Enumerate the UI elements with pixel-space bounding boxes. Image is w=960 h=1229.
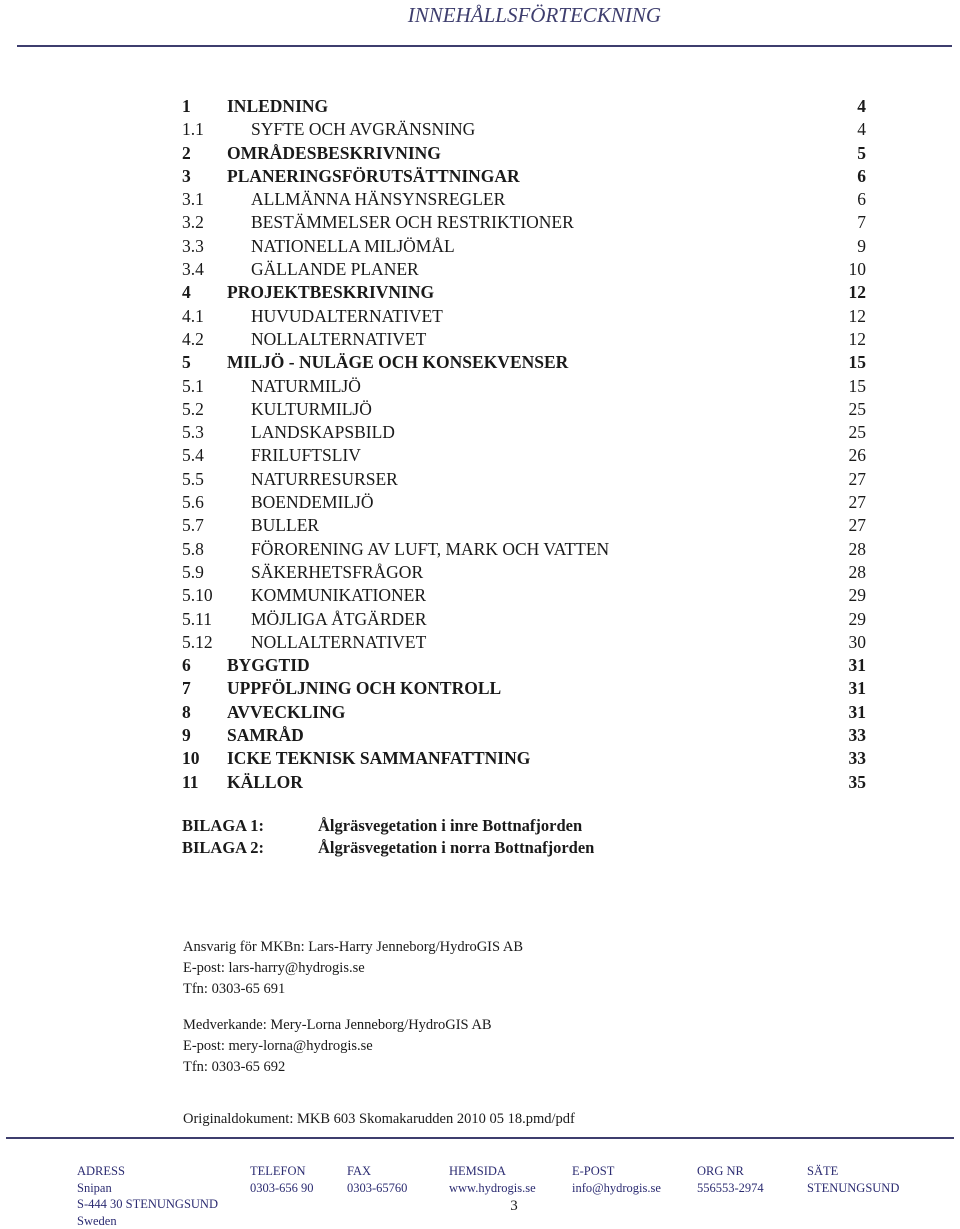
toc-entry-title: HUVUDALTERNATIVET — [251, 305, 443, 328]
toc-entry-page: 12 — [849, 328, 867, 351]
toc-entry[interactable] — [182, 468, 872, 491]
responsible-email: E-post: lars-harry@hydrogis.se — [183, 958, 683, 979]
toc-entry-number: 5.10 — [182, 584, 213, 607]
original-document-note: Originaldokument: MKB 603 Skomakarudden 2010 05 18.pmd/pdf — [183, 1109, 783, 1130]
footer-address-label: ADRESS — [77, 1163, 218, 1180]
toc-entry-page: 28 — [849, 538, 867, 561]
toc-entry-page: 29 — [849, 584, 867, 607]
footer-website — [449, 1163, 536, 1196]
toc-entry[interactable] — [182, 188, 872, 211]
toc-entry-page: 27 — [849, 514, 867, 537]
responsible-credits — [183, 937, 683, 1000]
toc-entry-number: 3.3 — [182, 235, 204, 258]
toc-entry-page: 6 — [857, 165, 866, 188]
footer-fax-label: FAX — [347, 1163, 407, 1180]
header-divider — [17, 45, 952, 47]
appendix-entry[interactable] — [182, 815, 782, 837]
toc-entry-number: 2 — [182, 142, 191, 165]
toc-entry[interactable] — [182, 165, 872, 188]
toc-entry-page: 29 — [849, 608, 867, 631]
toc-entry-title: NOLLALTERNATIVET — [251, 631, 426, 654]
toc-entry-number: 3.4 — [182, 258, 204, 281]
toc-entry-number: 4.2 — [182, 328, 204, 351]
footer-website-label: HEMSIDA — [449, 1163, 536, 1180]
toc-entry[interactable] — [182, 771, 872, 794]
toc-entry-number: 11 — [182, 771, 199, 794]
toc-entry-title: MÖJLIGA ÅTGÄRDER — [251, 608, 427, 631]
toc-entry-number: 5.11 — [182, 608, 212, 631]
appendix-description: Ålgräsvegetation i inre Bottnafjorden — [318, 815, 582, 837]
toc-entry-number: 3 — [182, 165, 191, 188]
toc-entry-number: 1.1 — [182, 118, 204, 141]
appendix-label: BILAGA 2: — [182, 837, 264, 859]
toc-entry-title: ALLMÄNNA HÄNSYNSREGLER — [251, 188, 505, 211]
toc-entry[interactable] — [182, 654, 872, 677]
toc-entry[interactable] — [182, 444, 872, 467]
toc-entry-number: 6 — [182, 654, 191, 677]
footer-seat-value: STENUNGSUND — [807, 1180, 899, 1197]
responsible-phone: Tfn: 0303-65 691 — [183, 979, 683, 1000]
toc-entry-page: 26 — [849, 444, 867, 467]
toc-entry-title: SAMRÅD — [227, 724, 304, 747]
toc-entry-page: 7 — [857, 211, 866, 234]
toc-entry[interactable] — [182, 561, 872, 584]
toc-entry-number: 5.4 — [182, 444, 204, 467]
contributor-credits — [183, 1015, 683, 1078]
toc-entry-page: 27 — [849, 468, 867, 491]
toc-entry-title: ICKE TEKNISK SAMMANFATTNING — [227, 747, 530, 770]
footer-address-line: Sweden — [77, 1213, 218, 1229]
toc-entry-number: 3.1 — [182, 188, 204, 211]
toc-entry[interactable] — [182, 701, 872, 724]
table-of-contents — [182, 95, 872, 794]
footer-divider — [6, 1137, 954, 1139]
toc-entry[interactable] — [182, 118, 872, 141]
toc-entry[interactable] — [182, 351, 872, 374]
toc-entry[interactable] — [182, 421, 872, 444]
toc-entry-page: 12 — [849, 281, 867, 304]
toc-entry-number: 5.2 — [182, 398, 204, 421]
appendix-label: BILAGA 1: — [182, 815, 264, 837]
toc-entry-title: BESTÄMMELSER OCH RESTRIKTIONER — [251, 211, 574, 234]
toc-entry-page: 15 — [849, 375, 867, 398]
toc-entry-title: LANDSKAPSBILD — [251, 421, 395, 444]
toc-entry[interactable] — [182, 211, 872, 234]
footer-email-link[interactable]: info@hydrogis.se — [572, 1180, 661, 1197]
toc-entry-title: KULTURMILJÖ — [251, 398, 372, 421]
toc-entry-title: NATURMILJÖ — [251, 375, 361, 398]
toc-entry-page: 35 — [849, 771, 867, 794]
footer-fax — [347, 1163, 407, 1196]
toc-entry-title: KOMMUNIKATIONER — [251, 584, 426, 607]
footer-org-nr-value: 556553-2974 — [697, 1180, 764, 1197]
toc-entry[interactable] — [182, 258, 872, 281]
toc-entry-number: 1 — [182, 95, 191, 118]
toc-entry-number: 10 — [182, 747, 200, 770]
toc-entry-number: 7 — [182, 677, 191, 700]
toc-entry-page: 25 — [849, 398, 867, 421]
toc-entry-page: 12 — [849, 305, 867, 328]
footer-phone-value: 0303-656 90 — [250, 1180, 314, 1197]
toc-entry-page: 9 — [857, 235, 866, 258]
footer-address — [77, 1163, 218, 1229]
footer-org-nr-label: ORG NR — [697, 1163, 764, 1180]
toc-entry-number: 5.8 — [182, 538, 204, 561]
toc-entry-title: NOLLALTERNATIVET — [251, 328, 426, 351]
toc-entry[interactable] — [182, 747, 872, 770]
page-header-title: INNEHÅLLSFÖRTECKNING — [0, 2, 960, 28]
toc-entry-number: 5.7 — [182, 514, 204, 537]
footer-website-link[interactable]: www.hydrogis.se — [449, 1180, 536, 1197]
footer-fax-value: 0303-65760 — [347, 1180, 407, 1197]
contributor-phone: Tfn: 0303-65 692 — [183, 1057, 683, 1078]
toc-entry-title: NATIONELLA MILJÖMÅL — [251, 235, 455, 258]
page-number: 3 — [502, 1198, 526, 1215]
footer-seat-label: SÄTE — [807, 1163, 899, 1180]
contributor-email: E-post: mery-lorna@hydrogis.se — [183, 1036, 683, 1057]
toc-entry[interactable] — [182, 398, 872, 421]
toc-entry[interactable] — [182, 538, 872, 561]
toc-entry-page: 28 — [849, 561, 867, 584]
toc-entry-title: UPPFÖLJNING OCH KONTROLL — [227, 677, 501, 700]
toc-entry-number: 5.6 — [182, 491, 204, 514]
toc-entry-title: PROJEKTBESKRIVNING — [227, 281, 434, 304]
toc-entry-number: 9 — [182, 724, 191, 747]
toc-entry[interactable] — [182, 608, 872, 631]
footer-email-label: E-POST — [572, 1163, 661, 1180]
toc-entry-number: 4.1 — [182, 305, 204, 328]
toc-entry-title: SÄKERHETSFRÅGOR — [251, 561, 423, 584]
toc-entry-title: BULLER — [251, 514, 319, 537]
toc-entry[interactable] — [182, 142, 872, 165]
toc-entry-page: 25 — [849, 421, 867, 444]
toc-entry-page: 31 — [849, 654, 867, 677]
toc-entry-title: FRILUFTSLIV — [251, 444, 361, 467]
toc-entry-page: 10 — [849, 258, 867, 281]
toc-entry-number: 5.1 — [182, 375, 204, 398]
toc-entry-title: MILJÖ - NULÄGE OCH KONSEKVENSER — [227, 351, 568, 374]
toc-entry-number: 5.9 — [182, 561, 204, 584]
footer-phone-label: TELEFON — [250, 1163, 314, 1180]
toc-entry-page: 27 — [849, 491, 867, 514]
toc-entry[interactable] — [182, 514, 872, 537]
toc-entry-number: 3.2 — [182, 211, 204, 234]
toc-entry-page: 6 — [857, 188, 866, 211]
toc-entry[interactable] — [182, 95, 872, 118]
toc-entry[interactable] — [182, 631, 872, 654]
appendix-list — [182, 815, 782, 859]
toc-entry-title: INLEDNING — [227, 95, 328, 118]
toc-entry[interactable] — [182, 281, 872, 304]
contributor-name: Medverkande: Mery-Lorna Jenneborg/HydroGIS AB — [183, 1015, 683, 1036]
toc-entry[interactable] — [182, 328, 872, 351]
responsible-name: Ansvarig för MKBn: Lars-Harry Jenneborg/HydroGIS AB — [183, 937, 683, 958]
toc-entry-number: 5.12 — [182, 631, 213, 654]
toc-entry-page: 15 — [849, 351, 867, 374]
toc-entry[interactable] — [182, 677, 872, 700]
toc-entry-title: NATURRESURSER — [251, 468, 398, 491]
toc-entry[interactable] — [182, 584, 872, 607]
toc-entry-page: 33 — [849, 747, 867, 770]
toc-entry[interactable] — [182, 305, 872, 328]
toc-entry-number: 4 — [182, 281, 191, 304]
appendix-description: Ålgräsvegetation i norra Bottnafjorden — [318, 837, 594, 859]
toc-entry-number: 8 — [182, 701, 191, 724]
footer-seat — [807, 1163, 899, 1196]
toc-entry[interactable] — [182, 235, 872, 258]
toc-entry-title: BOENDEMILJÖ — [251, 491, 374, 514]
toc-entry[interactable] — [182, 491, 872, 514]
toc-entry-page: 4 — [857, 95, 866, 118]
toc-entry-number: 5.3 — [182, 421, 204, 444]
appendix-entry[interactable] — [182, 837, 782, 859]
toc-entry-title: SYFTE OCH AVGRÄNSNING — [251, 118, 475, 141]
footer-address-line: S-444 30 STENUNGSUND — [77, 1196, 218, 1213]
toc-entry-page: 5 — [857, 142, 866, 165]
toc-entry-title: BYGGTID — [227, 654, 310, 677]
toc-entry-title: OMRÅDESBESKRIVNING — [227, 142, 441, 165]
toc-entry-page: 33 — [849, 724, 867, 747]
footer-phone — [250, 1163, 314, 1196]
footer-address-line: Snipan — [77, 1180, 218, 1197]
toc-entry[interactable] — [182, 375, 872, 398]
footer-org-nr — [697, 1163, 764, 1196]
toc-entry-page: 4 — [857, 118, 866, 141]
toc-entry-number: 5.5 — [182, 468, 204, 491]
toc-entry-number: 5 — [182, 351, 191, 374]
toc-entry-title: KÄLLOR — [227, 771, 303, 794]
toc-entry-title: GÄLLANDE PLANER — [251, 258, 419, 281]
toc-entry[interactable] — [182, 724, 872, 747]
footer-email — [572, 1163, 661, 1196]
toc-entry-title: FÖRORENING AV LUFT, MARK OCH VATTEN — [251, 538, 609, 561]
toc-entry-title: AVVECKLING — [227, 701, 345, 724]
toc-entry-page: 30 — [849, 631, 867, 654]
toc-entry-page: 31 — [849, 677, 867, 700]
toc-entry-title: PLANERINGSFÖRUTSÄTTNINGAR — [227, 165, 520, 188]
toc-entry-page: 31 — [849, 701, 867, 724]
